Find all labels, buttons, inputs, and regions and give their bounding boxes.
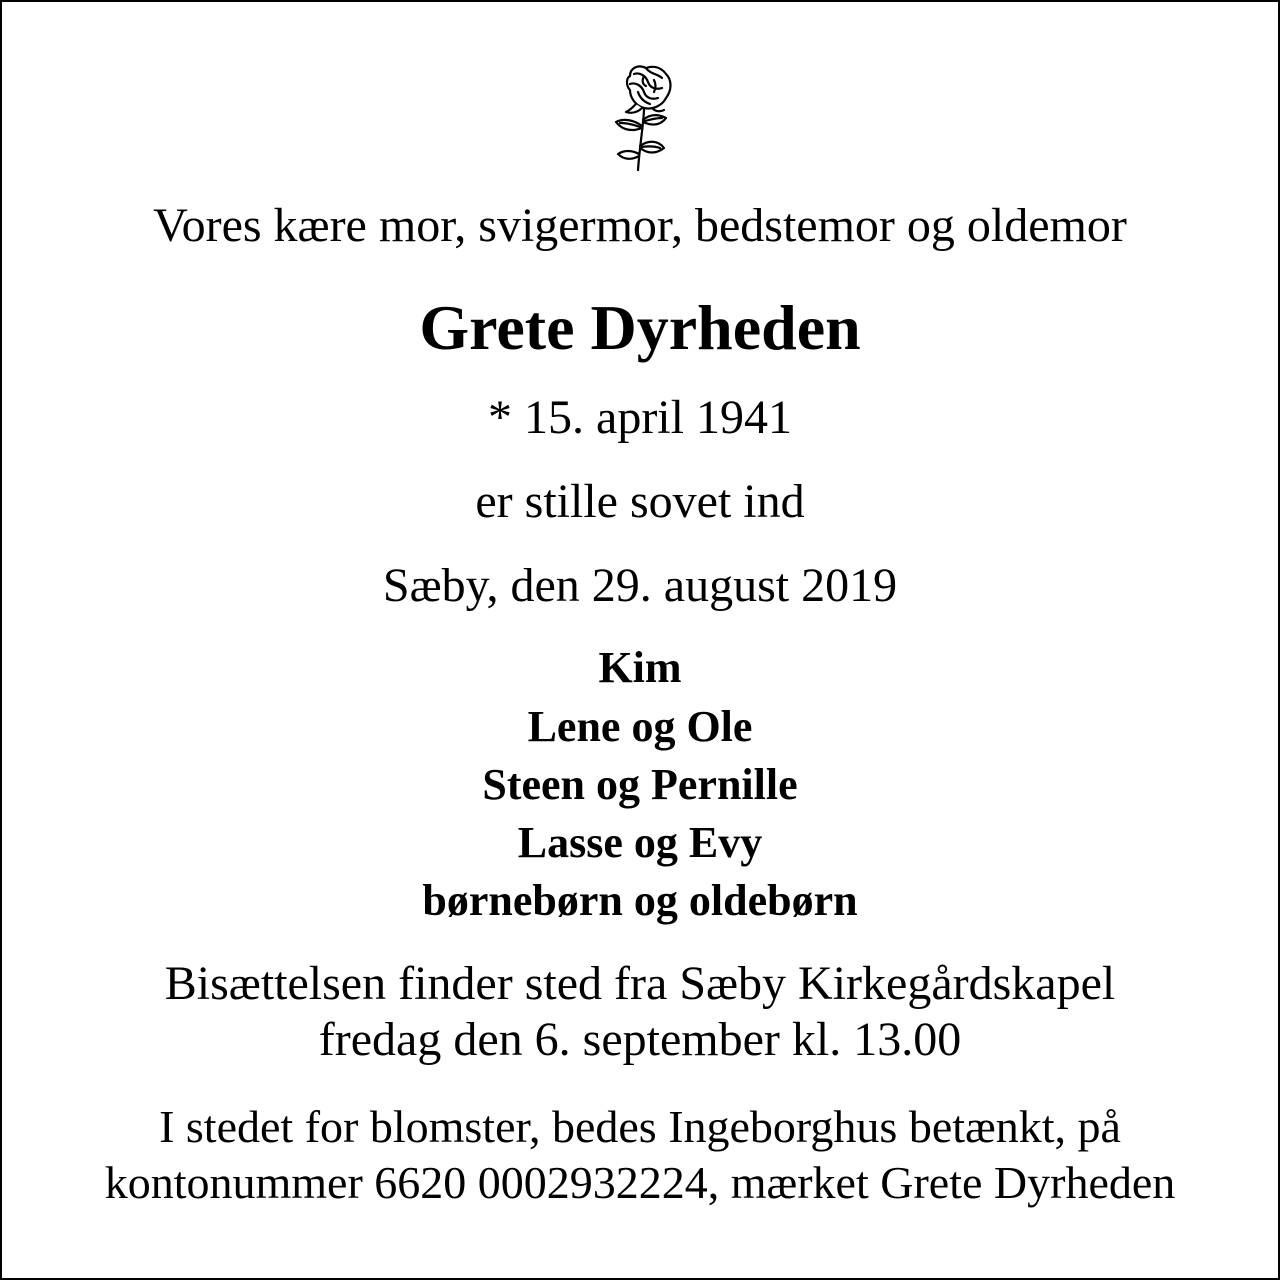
family-line: Lasse og Evy (517, 818, 763, 867)
family-line: børnebørn og oldebørn (422, 876, 858, 925)
deceased-name: Grete Dyrheden (419, 292, 861, 363)
family-line: Steen og Pernille (482, 760, 798, 809)
funeral-info: fredag den 6. september kl. 13.00 (318, 1013, 962, 1066)
place-date: Sæby, den 29. august 2019 (382, 559, 898, 612)
birth-date: * 15. april 1941 (488, 391, 792, 444)
family-line: Kim (598, 643, 682, 692)
donation-info: I stedet for blomster, bedes Ingeborghus betænkt, på (159, 1101, 1121, 1152)
passed-text: er stille sovet ind (475, 475, 805, 528)
donation-info: kontonummer 6620 0002932224, mærket Grete Dyrheden (104, 1157, 1176, 1208)
funeral-info: Bisættelsen finder sted fra Sæby Kirkegårdskapel (164, 957, 1116, 1010)
intro-text: Vores kære mor, svigermor, bedstemor og oldemor (153, 199, 1127, 252)
rose-icon (600, 62, 684, 174)
family-line: Lene og Ole (527, 702, 753, 751)
